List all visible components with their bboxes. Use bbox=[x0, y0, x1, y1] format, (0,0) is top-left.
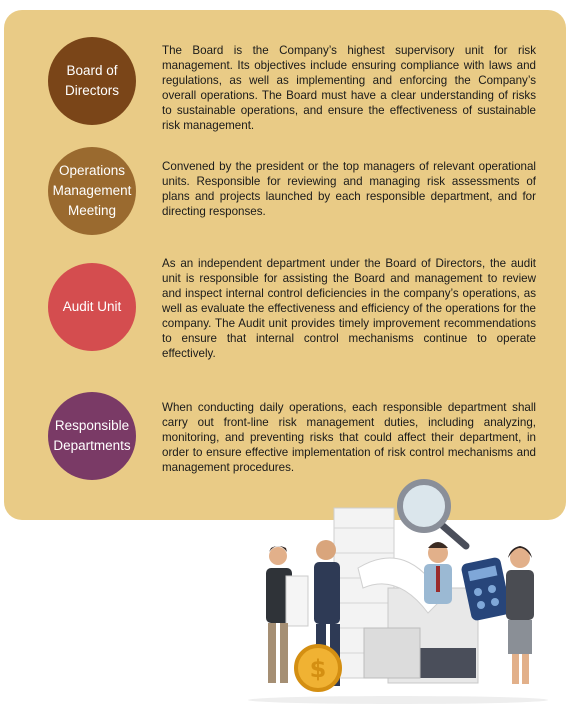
unit-badge-operations bbox=[48, 147, 136, 235]
unit-badge-audit bbox=[48, 263, 136, 351]
unit-description: When conducting daily operations, each responsible department shall carry out front-line risk management duties, including analyzing, monitoring, and preventing risks that could affect their department, in order to ensure effective implementation of risk control mechanisms and management procedures. bbox=[162, 401, 536, 474]
person-illustration bbox=[424, 542, 452, 604]
business-team-illustration bbox=[238, 478, 556, 706]
unit-description: The Board is the Company’s highest supervisory unit for risk management. Its objectives include ensuring compliance with laws and regulations, as well as implementing and enforcing the Company’s overall operations. The Board must have a clear understanding of risks to sustainable operations, and ensure the effectiveness of sustainable risk management. bbox=[162, 44, 536, 132]
unit-name: Operations Management Meeting bbox=[52, 163, 132, 218]
unit-name: Audit Unit bbox=[62, 299, 122, 314]
coin-icon bbox=[296, 646, 340, 690]
risk-management-panel bbox=[4, 10, 566, 520]
person-illustration bbox=[506, 546, 534, 684]
svg-text:$: $ bbox=[309, 655, 327, 683]
unit-name: Board of Directors bbox=[64, 63, 119, 98]
magnifier-icon bbox=[400, 482, 466, 546]
unit-name: Responsible Departments bbox=[53, 418, 131, 453]
unit-description: As an independent department under the Board of Directors, the audit unit is responsible for assisting the Board and management to review and inspect internal control deficiencies in the company’s operations, as well as evaluate the effectiveness and efficiency of the operations for the company. The Audit unit provides timely improvement recommendations to ensure that internal control mechanisms continue to operate effectively. bbox=[162, 257, 536, 360]
unit-badge-departments bbox=[48, 392, 136, 480]
unit-description: Convened by the president or the top managers of relevant operational units. Responsible for reviewing and managing risk assessments of plans and projects launched by each responsible department, and for directing responses. bbox=[162, 160, 536, 218]
unit-badge-board bbox=[48, 37, 136, 125]
